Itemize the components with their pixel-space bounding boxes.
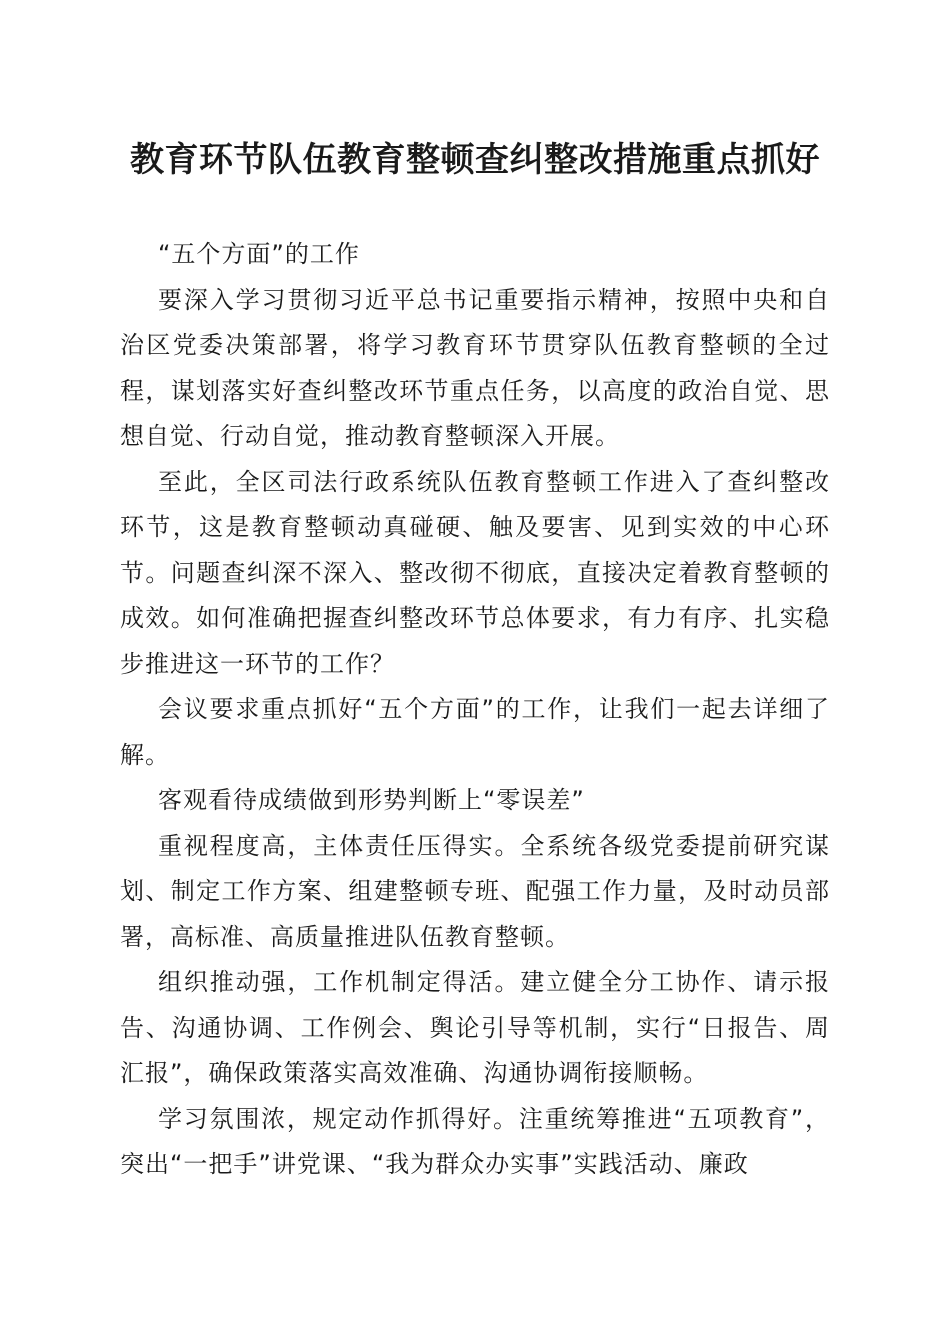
body-paragraph: 会议要求重点抓好“五个方面”的工作，让我们一起去详细了解。 [120,695,830,769]
body-paragraph: 要深入学习贯彻习近平总书记重要指示精神，按照中央和自治区党委决策部署，将学习教育环节贯穿队伍教育整顿的全过程，谋划落实好查纠整改环节重点任务，以高度的政治自觉、思想自觉、行动自觉，推动教育整顿深入开展。 [120,285,830,450]
body-paragraph: 至此，全区司法行政系统队伍教育整顿工作进入了查纠整改环节，这是教育整顿动真碰硬、触及要害、见到实效的中心环节。问题查纠深不深入、整改彻不彻底，直接决定着教育整顿的成效。如何准确把握查纠整改环节总体要求，有力有序、扎实稳步推进这一环节的工作？ [120,467,830,678]
document-body [120,232,830,1188]
document-title: 教育环节队伍教育整顿查纠整改措施重点抓好 [130,140,820,180]
section-heading: 客观看待成绩做到形势判断上“零误差” [158,786,585,814]
body-paragraph: 重视程度高，主体责任压得实。全系统各级党委提前研究谋划、制定工作方案、组建整顿专班、配强工作力量，及时动员部署，高标准、高质量推进队伍教育整顿。 [120,831,830,951]
body-paragraph: 组织推动强，工作机制定得活。建立健全分工协作、请示报告、沟通协调、工作例会、舆论引导等机制，实行“日报告、周汇报”，确保政策落实高效准确、沟通协调衔接顺畅。 [120,968,830,1087]
body-paragraph: 学习氛围浓，规定动作抓得好。注重统筹推进“五项教育”，突出“一把手”讲党课、“我为群众办实事”实践活动、廉政 [120,1104,830,1178]
section-heading: “五个方面”的工作 [158,240,360,268]
